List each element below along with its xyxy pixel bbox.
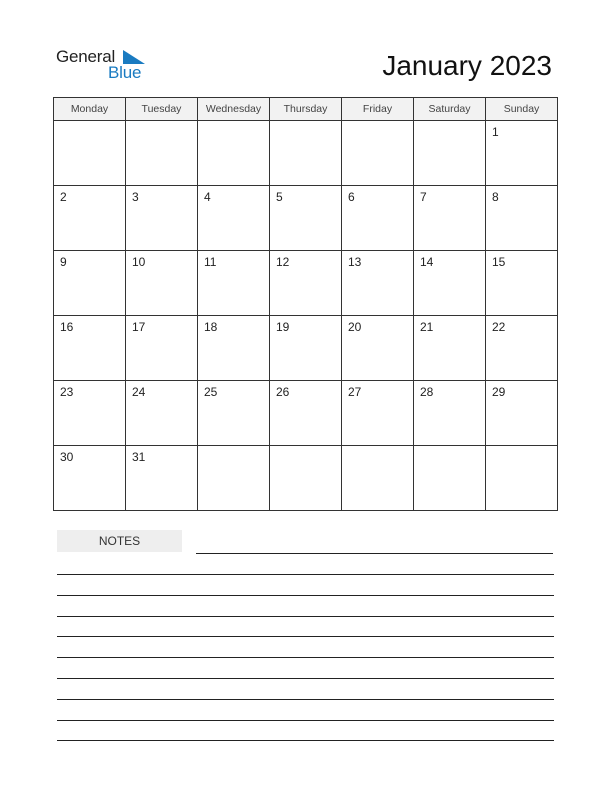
- notes-rule-line: [57, 616, 554, 617]
- day-cell: [270, 381, 342, 446]
- day-number: 26: [276, 385, 290, 399]
- day-number: 19: [276, 320, 290, 334]
- calendar-grid: [53, 97, 558, 511]
- day-cell: [270, 446, 342, 511]
- day-cell: [270, 186, 342, 251]
- day-cell: [198, 186, 270, 251]
- day-cell: [198, 251, 270, 316]
- day-number: [486, 446, 557, 450]
- day-cell: [270, 316, 342, 381]
- day-number: 20: [348, 320, 362, 334]
- notes-rule-line: [196, 553, 553, 554]
- day-cell: [486, 381, 558, 446]
- day-cell: [342, 186, 414, 251]
- day-number: [270, 446, 341, 450]
- day-number: 17: [132, 320, 146, 334]
- notes-rule-line: [57, 720, 554, 721]
- notes-rule-line: [57, 678, 554, 679]
- day-number: 3: [132, 190, 139, 204]
- week-row: [54, 316, 558, 381]
- day-number: 29: [492, 385, 506, 399]
- week-row: [54, 251, 558, 316]
- day-number: 6: [348, 190, 355, 204]
- day-number: 11: [204, 255, 217, 269]
- day-number: 30: [60, 450, 74, 464]
- notes-rule-line: [57, 595, 554, 596]
- day-number: [126, 121, 197, 125]
- day-number: 5: [276, 190, 283, 204]
- notes-rule-line: [57, 657, 554, 658]
- day-number: 10: [132, 255, 146, 269]
- day-cell: [54, 186, 126, 251]
- day-cell: [54, 251, 126, 316]
- day-cell: [198, 446, 270, 511]
- day-number: [198, 446, 269, 450]
- day-cell: [342, 381, 414, 446]
- day-cell: [342, 251, 414, 316]
- weekday-header: Sunday: [486, 98, 558, 121]
- logo-text-general: General: [56, 47, 116, 66]
- day-number: 31: [132, 450, 146, 464]
- day-cell: [342, 316, 414, 381]
- day-cell: [414, 186, 486, 251]
- day-cell: [126, 251, 198, 316]
- day-number: 23: [60, 385, 74, 399]
- day-number: 8: [492, 190, 499, 204]
- day-cell: [486, 446, 558, 511]
- week-row: [54, 446, 558, 511]
- day-number: 22: [492, 320, 506, 334]
- day-cell: [198, 381, 270, 446]
- day-number: 7: [420, 190, 427, 204]
- weekday-header: Thursday: [270, 98, 342, 121]
- weekday-header: Tuesday: [126, 98, 198, 121]
- day-cell: [198, 121, 270, 186]
- day-number: 28: [420, 385, 434, 399]
- day-cell: [126, 446, 198, 511]
- week-row: [54, 186, 558, 251]
- day-number: [414, 121, 485, 125]
- day-number: 4: [204, 190, 211, 204]
- day-cell: [414, 121, 486, 186]
- day-cell: [54, 121, 126, 186]
- day-cell: [270, 121, 342, 186]
- day-number: 16: [60, 320, 74, 334]
- weekday-header-row: [54, 98, 558, 121]
- day-cell: [486, 316, 558, 381]
- weekday-header: Wednesday: [198, 98, 270, 121]
- day-number: 14: [420, 255, 434, 269]
- day-cell: [486, 186, 558, 251]
- weekday-header: Friday: [342, 98, 414, 121]
- day-number: 18: [204, 320, 218, 334]
- day-number: 13: [348, 255, 362, 269]
- day-number: 2: [60, 190, 67, 204]
- notes-rule-line: [57, 740, 554, 741]
- notes-label: NOTES: [57, 530, 182, 552]
- week-row: [54, 121, 558, 186]
- page-title: January 2023: [382, 50, 552, 81]
- day-cell: [126, 186, 198, 251]
- day-cell: [414, 316, 486, 381]
- day-number: 1: [492, 125, 499, 139]
- weekday-header: Saturday: [414, 98, 486, 121]
- day-number: 15: [492, 255, 506, 269]
- day-number: [342, 121, 413, 125]
- day-cell: [54, 381, 126, 446]
- day-number: 21: [420, 320, 434, 334]
- notes-rule-line: [57, 636, 554, 637]
- logo-triangle-icon: [123, 50, 145, 64]
- day-cell: [126, 316, 198, 381]
- brand-logo: [56, 47, 156, 83]
- notes-rule-line: [57, 574, 554, 575]
- day-number: [198, 121, 269, 125]
- day-number: [270, 121, 341, 125]
- day-cell: [486, 251, 558, 316]
- day-number: 24: [132, 385, 146, 399]
- day-number: [54, 121, 125, 125]
- day-cell: [198, 316, 270, 381]
- day-cell: [54, 316, 126, 381]
- weekday-header: Monday: [54, 98, 126, 121]
- logo-text-blue: Blue: [108, 63, 142, 82]
- day-cell: [126, 121, 198, 186]
- day-cell: [126, 381, 198, 446]
- day-cell: [414, 381, 486, 446]
- day-number: 12: [276, 255, 290, 269]
- notes-rule-line: [57, 699, 554, 700]
- day-cell: [486, 121, 558, 186]
- day-cell: [414, 251, 486, 316]
- week-row: [54, 381, 558, 446]
- day-cell: [342, 121, 414, 186]
- day-number: 9: [60, 255, 67, 269]
- day-number: [414, 446, 485, 450]
- day-number: [342, 446, 413, 450]
- day-cell: [54, 446, 126, 511]
- day-number: 27: [348, 385, 362, 399]
- day-cell: [342, 446, 414, 511]
- day-number: 25: [204, 385, 218, 399]
- day-cell: [270, 251, 342, 316]
- day-cell: [414, 446, 486, 511]
